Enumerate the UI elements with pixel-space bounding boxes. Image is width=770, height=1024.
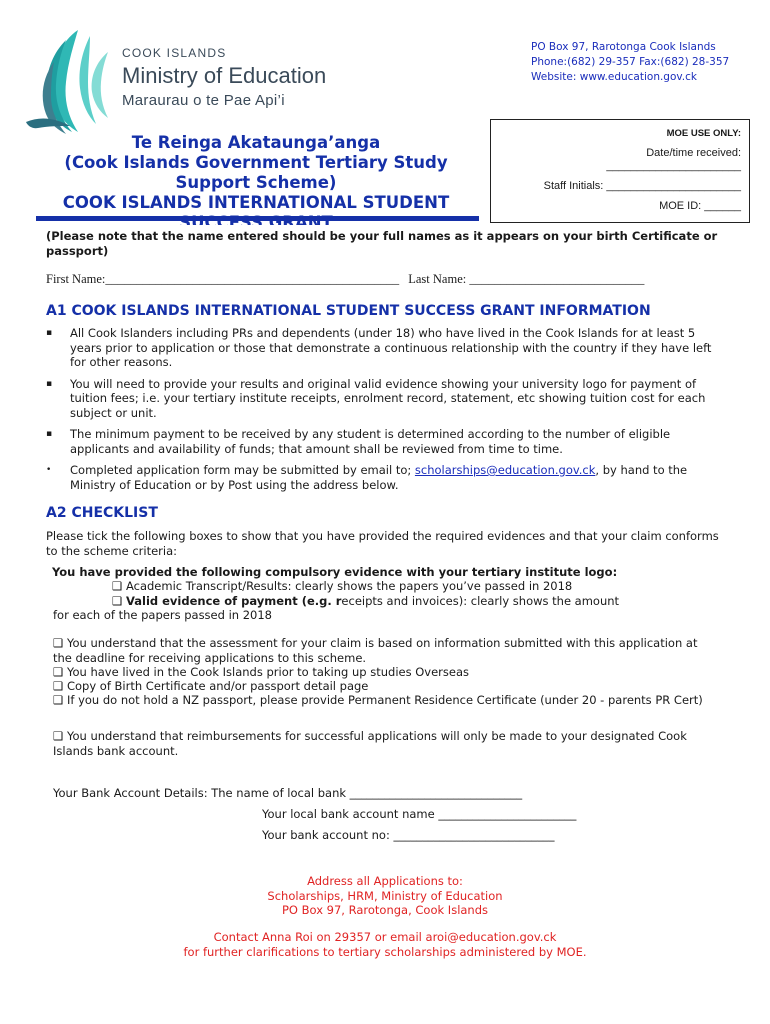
list-item-text: Completed application form may be submitted by email to; — [70, 463, 415, 477]
list-item: ▪ The minimum payment to be received by any student is determined according to the number of eligible applicants and availability of funds; that amount shall be reviewed from time to time. — [46, 427, 726, 456]
contact-address: PO Box 97, Rarotonga Cook Islands — [531, 41, 716, 53]
checkbox-icon[interactable]: ❑ — [112, 594, 123, 608]
date-received-field[interactable]: ______________________ — [606, 160, 741, 172]
organisation-name — [122, 46, 326, 109]
checklist-intro: Please tick the following boxes to show that you have provided the required evidences and that your claim conforms to the scheme criteria: — [46, 529, 719, 558]
form-title — [30, 133, 482, 225]
mailing-address — [0, 874, 770, 918]
scholarships-email-link[interactable]: scholarships@education.gov.ck — [414, 463, 596, 477]
name-fields — [46, 272, 644, 287]
checklist-item-label: If you do not hold a NZ passport, please provide Permanent Residence Certificate (under 20 - parents PR Cert) — [66, 693, 703, 707]
list-item — [46, 463, 726, 492]
address-line: PO Box 97, Rarotonga, Cook Islands — [281, 903, 489, 917]
checklist-item-assessment — [53, 636, 713, 665]
address-line: Address all Applications to: — [307, 874, 463, 888]
list-item: ▪ You will need to provide your results and original valid evidence showing your university logo for payment of tuition fees; i.e. your tertiary institute receipts, enrolment record, statement, etc showing tuition cost for each subject or unit. — [46, 377, 726, 421]
org-ministry: Ministry of Education — [122, 63, 327, 88]
section-a2-heading: A2 CHECKLIST — [46, 505, 158, 521]
name-note: (Please note that the name entered should be your full names as it appears on your birth Certificate or passport) — [46, 229, 718, 258]
checkbox-icon[interactable]: ❑ — [53, 679, 64, 693]
compulsory-evidence-heading: You have provided the following compulsory evidence with your tertiary institute logo: — [52, 565, 618, 579]
moe-id-field[interactable]: MOE ID: ______ — [659, 200, 741, 212]
contact-line: for further clarifications to tertiary scholarships administered by MOE. — [183, 944, 587, 959]
org-country: COOK ISLANDS — [122, 46, 227, 60]
checklist-item-birth-cert — [53, 679, 368, 694]
staff-initials-field[interactable]: Staff Initials: ______________________ — [543, 180, 741, 192]
checklist-item-payment — [112, 594, 712, 609]
bank-account-name-field[interactable]: Your local bank account name ________________________ — [262, 807, 577, 821]
checkbox-icon[interactable]: ❑ — [112, 579, 123, 593]
address-line: Scholarships, HRM, Ministry of Education — [267, 888, 503, 903]
org-maori-name: Maraurau o te Pae Api’i — [122, 92, 285, 109]
checklist-item-bank — [53, 729, 713, 758]
contact-phone: Phone:(682) 29-357 Fax:(682) 28-357 — [531, 56, 730, 68]
list-item: ▪ All Cook Islanders including PRs and dependents (under 18) who have lived in the Cook Islands for at least 5 years prior to application or those that demonstrate a continuous relationship with the country if they have left for other reasons. — [46, 326, 726, 370]
checkbox-icon[interactable]: ❑ — [53, 665, 64, 679]
moe-use-only-box — [490, 119, 750, 223]
checklist-item-transcript — [112, 579, 572, 594]
a1-bullet-list — [46, 326, 726, 499]
bank-name-field[interactable]: Your Bank Account Details: The name of local bank ______________________________ — [53, 786, 523, 800]
checklist-item-label: Valid evidence of payment (e.g. r — [125, 594, 342, 608]
bank-account-number-field[interactable]: Your bank account no: ____________________________ — [262, 828, 555, 842]
title-line: Te Reinga Akataunga’anga — [131, 133, 381, 152]
checklist-item-payment-cont: for each of the papers passed in 2018 — [53, 608, 272, 622]
checklist-item-pr-cert — [53, 693, 713, 708]
checkbox-icon[interactable]: ❑ — [53, 636, 64, 650]
title-line: Support Scheme) — [175, 173, 337, 192]
checklist-item-label: You have lived in the Cook Islands prior to taking up studies Overseas — [66, 665, 470, 679]
title-divider — [36, 216, 479, 221]
contact-line: Contact Anna Roi on 29357 or email aroi@education.gov.ck — [213, 930, 557, 944]
contact-details — [531, 40, 729, 85]
contact-website: Website: www.education.gov.ck — [531, 71, 697, 83]
checklist-item-label: You understand that the assessment for your claim is based on information submitted with this application at the deadline for receiving applications to this scheme. — [53, 636, 698, 665]
checklist-item-label: You understand that reimbursements for successful applications will only be made to your designated Cook Islands bank account. — [53, 729, 687, 758]
checklist-item-label: Academic Transcript/Results: clearly shows the papers you’ve passed in 2018 — [125, 579, 573, 593]
title-line: (Cook Islands Government Tertiary Study — [64, 153, 448, 172]
checklist-item-label: eceipts and invoices): clearly shows the amount — [341, 594, 620, 608]
ministry-logo-icon — [20, 22, 120, 137]
checkbox-icon[interactable]: ❑ — [53, 729, 64, 743]
list-item-text: , by hand to the Ministry of Education or by Post using the address below. — [70, 463, 688, 492]
first-name-field[interactable]: First Name:_______________________________________________ — [46, 272, 400, 286]
moe-box-header: MOE USE ONLY: — [666, 128, 741, 139]
checklist-item-residency — [53, 665, 469, 680]
contact-note — [0, 930, 770, 959]
date-received-label: Date/time received: — [646, 147, 741, 159]
title-line: COOK ISLANDS INTERNATIONAL STUDENT — [62, 193, 450, 212]
last-name-field[interactable]: Last Name: ____________________________ — [408, 272, 645, 286]
checkbox-icon[interactable]: ❑ — [53, 693, 64, 707]
checklist-item-label: Copy of Birth Certificate and/or passport detail page — [66, 679, 369, 693]
section-a1-heading: A1 COOK ISLANDS INTERNATIONAL STUDENT SUCCESS GRANT INFORMATION — [46, 303, 651, 319]
